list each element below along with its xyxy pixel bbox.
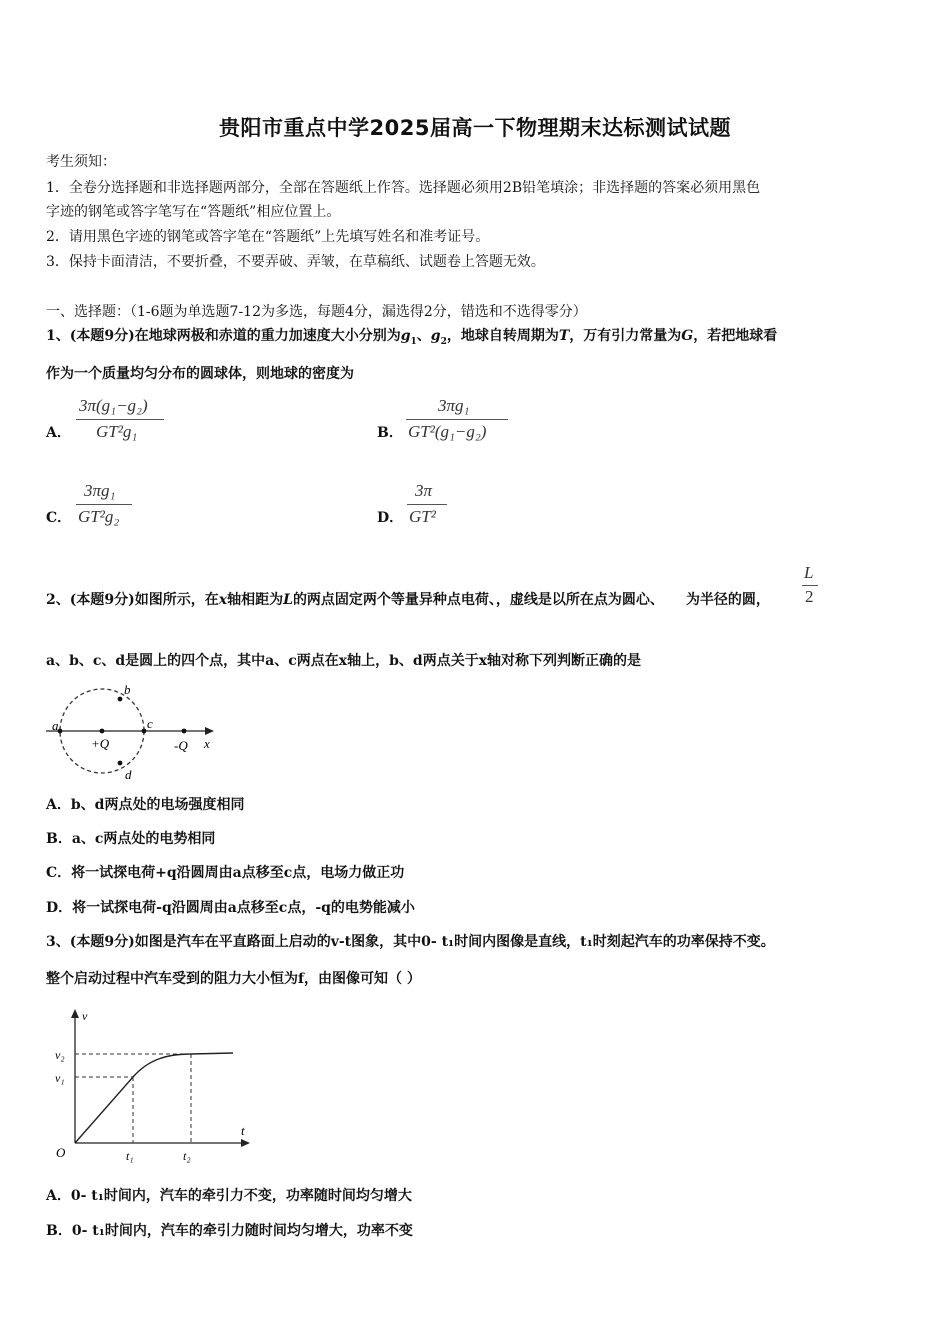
label-t2: t₂: [183, 1149, 191, 1163]
notice-item-2: 2．请用黑色字迹的钢笔或答字笔在“答题纸”上先填写姓名和准考证号。: [46, 229, 490, 245]
fraction-bar: [407, 504, 447, 505]
q2-option-d[interactable]: D．将一试探电荷-q沿圆周由a点移至c点，-q的电势能减小: [46, 900, 415, 916]
q1-option-a-label[interactable]: A．: [46, 425, 71, 441]
t-axis-arrow-icon: [241, 1139, 250, 1147]
label-origin: O: [56, 1145, 66, 1160]
label-minus-q: -Q: [174, 738, 188, 753]
label-t1: t₁: [126, 1149, 134, 1163]
label-d: d: [125, 767, 132, 782]
q2-radius-numerator: L: [804, 563, 814, 582]
charge-plus-q: [100, 729, 105, 734]
label-c: c: [147, 716, 153, 731]
page-title: 贵阳市重点中学2025届高一下物理期末达标测试试题: [219, 116, 731, 140]
q1-option-d-formula[interactable]: [407, 481, 451, 531]
q2-radius-denominator: 2: [805, 587, 814, 606]
q2-option-a[interactable]: A．b、d两点处的电场强度相同: [46, 797, 245, 813]
notice-item-3: 3．保持卡面清洁，不要折叠，不要弄破、弄皱，在草稿纸、试题卷上答题无效。: [46, 254, 545, 270]
q1-option-d-label[interactable]: D．: [377, 510, 404, 526]
q1-option-a-denominator: GT²g₁: [96, 422, 138, 441]
label-b: b: [124, 682, 131, 697]
q3-vt-graph: [48, 1005, 258, 1170]
q2-stem-line2: a、b、c、d是圆上的四个点，其中a、c两点在x轴上，b、d两点关于x轴对称下列判断正确的是: [46, 653, 642, 669]
q2-option-c[interactable]: C．将一试探电荷+q沿圆周由a点移至c点，电场力做正功: [46, 865, 405, 881]
label-v1: v₁: [55, 1071, 65, 1085]
charge-minus-q: [182, 729, 187, 734]
q1-option-d-denominator: GT²: [409, 507, 436, 526]
q1-option-c-label[interactable]: C．: [46, 510, 72, 526]
point-c: [142, 729, 147, 734]
q1-option-c-denominator: GT²g₂: [78, 507, 120, 526]
q3-stem-line2: 整个启动过程中汽车受到的阻力大小恒为f，由图像可知（ ）: [46, 971, 421, 987]
q2-radius-fraction: [800, 563, 822, 611]
q1-option-b-denominator: GT²(g₁−g₂): [408, 422, 487, 441]
notice-item-1-cont: 字迹的钢笔或答字笔写在“答题纸”相应位置上。: [46, 204, 341, 220]
v-axis-arrow-icon: [71, 1009, 79, 1018]
x-axis-arrow-icon: [205, 727, 214, 735]
q2-option-b[interactable]: B．a、c两点处的电势相同: [46, 831, 216, 847]
point-d: [118, 761, 123, 766]
q1-stem-line1: 1、(本题9分)在地球两极和赤道的重力加速度大小分别为$g_1$、$g_2$，地球自转周期为T，万有引力常量为G，若把地球看: [46, 328, 778, 347]
label-a: a: [52, 718, 59, 733]
q3-option-a[interactable]: A．0- t₁时间内，汽车的牵引力不变，功率随时间均匀增大: [46, 1188, 412, 1204]
q2-stem-line1: 2、(本题9分)如图所示，在x轴相距为L的两点固定两个等量异种点电荷、，虚线是以所在点为圆心、 为半径的圆，: [46, 592, 770, 608]
q1-option-a-formula[interactable]: [76, 396, 166, 446]
fraction-bar: [802, 585, 818, 586]
point-b: [118, 697, 123, 702]
q1-option-d-numerator: 3π: [415, 481, 433, 500]
section-heading: 一、选择题：（1-6题为单选题7-12为多选，每题4分，漏选得2分，错选和不选得零分）: [46, 304, 587, 320]
fraction-bar: [76, 419, 164, 420]
q1-option-b-numerator: 3πg₁: [438, 396, 470, 415]
q1-option-a-numerator: 3π(g₁−g₂): [79, 396, 148, 415]
q3-stem-line1: 3、(本题9分)如图是汽车在平直路面上启动的v-t图象，其中0- t₁时间内图像是直线，t₁时刻起汽车的功率保持不变。: [46, 934, 775, 950]
q3-option-b[interactable]: B．0- t₁时间内，汽车的牵引力随时间均匀增大，功率不变: [46, 1223, 413, 1239]
fraction-bar: [76, 504, 132, 505]
fraction-bar: [406, 419, 508, 420]
label-x: x: [204, 736, 210, 751]
q1-option-c-formula[interactable]: [76, 481, 136, 531]
notice-item-1: 1．全卷分选择题和非选择题两部分，全部在答题纸上作答。选择题必须用2B铅笔填涂；非选择题的答案必须用黑色: [46, 180, 761, 196]
q1-option-b-label[interactable]: B．: [377, 425, 403, 441]
vt-curve: [75, 1053, 233, 1143]
label-plus-q: +Q: [91, 736, 110, 751]
label-v2: v₂: [55, 1048, 65, 1062]
q1-option-b-formula[interactable]: [406, 396, 511, 446]
label-t: t: [241, 1123, 245, 1138]
q1-stem-line2: 作为一个质量均匀分布的圆球体，则地球的密度为: [46, 366, 354, 382]
label-v: v: [82, 1009, 88, 1023]
q1-option-c-numerator: 3πg₁: [84, 481, 116, 500]
q2-charge-figure: [44, 680, 224, 784]
notice-heading: 考生须知：: [46, 154, 116, 170]
